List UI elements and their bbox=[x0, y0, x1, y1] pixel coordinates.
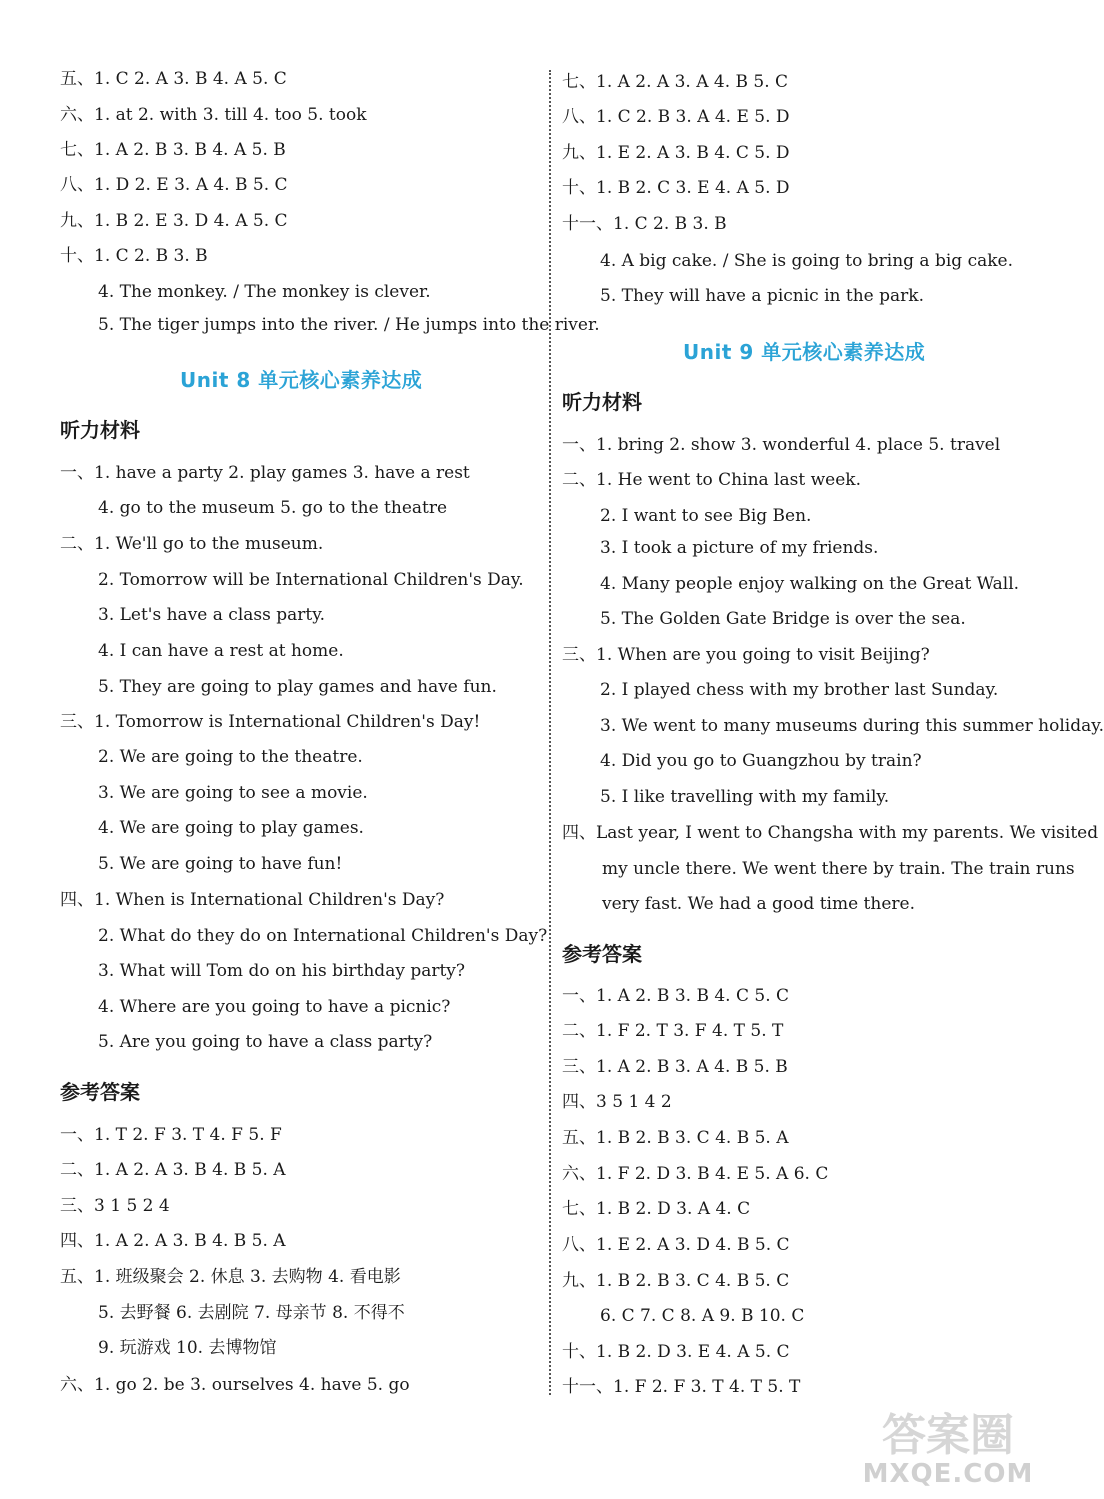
listening-line: 4. go to the museum 5. go to the theatre bbox=[98, 498, 448, 518]
listening-line: 5. Are you going to have a class party? bbox=[98, 1032, 433, 1052]
listening-line: 4. I can have a rest at home. bbox=[98, 641, 344, 661]
listening-line: 2. Tomorrow will be International Children's Day. bbox=[98, 570, 524, 590]
answer-line: 八、1. C 2. B 3. A 4. E 5. D bbox=[562, 107, 790, 127]
listening-line: 一、1. have a party 2. play games 3. have a rest bbox=[60, 463, 470, 483]
answer-line: 六、1. F 2. D 3. B 4. E 5. A 6. C bbox=[562, 1164, 829, 1184]
watermark-logo: 答案圈 bbox=[882, 1410, 1014, 1461]
watermark-site: MXQE.COM bbox=[862, 1459, 1034, 1489]
listening-line: 三、1. When are you going to visit Beijing? bbox=[562, 645, 930, 665]
listening-line: 二、1. We'll go to the museum. bbox=[60, 534, 324, 554]
listening-line: 4. Many people enjoy walking on the Great Wall. bbox=[600, 574, 1020, 594]
listening-line: 5. They are going to play games and have fun. bbox=[98, 677, 497, 697]
answer-line: 六、1. go 2. be 3. ourselves 4. have 5. go bbox=[60, 1375, 410, 1395]
site-watermark bbox=[858, 1399, 1038, 1489]
answer-line: 四、1. A 2. A 3. B 4. B 5. A bbox=[60, 1231, 286, 1251]
passage-line: 四、Last year, I went to Changsha with my parents. We visited bbox=[562, 823, 1099, 843]
listening-line: 三、1. Tomorrow is International Children's Day! bbox=[60, 712, 481, 732]
listening-line: 2. What do they do on International Children's Day? bbox=[98, 926, 548, 946]
listening-title: 听力材料 bbox=[60, 418, 140, 442]
answer-line: 十、1. C 2. B 3. B bbox=[60, 246, 208, 266]
answer-line: 4. A big cake. / She is going to bring a big cake. bbox=[600, 251, 1013, 271]
answer-line: 一、1. A 2. B 3. B 4. C 5. C bbox=[562, 986, 790, 1006]
listening-line: 4. Did you go to Guangzhou by train? bbox=[600, 751, 922, 771]
answer-line: 5. The tiger jumps into the river. / He jumps into the river. bbox=[98, 315, 600, 335]
listening-line: 5. We are going to have fun! bbox=[98, 854, 343, 874]
answer-line: 九、1. B 2. E 3. D 4. A 5. C bbox=[60, 211, 288, 231]
answer-line: 十、1. B 2. D 3. E 4. A 5. C bbox=[562, 1342, 790, 1362]
answer-line: 五、1. C 2. A 3. B 4. A 5. C bbox=[60, 69, 287, 89]
listening-line: 3. I took a picture of my friends. bbox=[600, 538, 879, 558]
answer-line: 4. The monkey. / The monkey is clever. bbox=[98, 282, 431, 302]
answer-line: 八、1. D 2. E 3. A 4. B 5. C bbox=[60, 175, 288, 195]
listening-line: 2. We are going to the theatre. bbox=[98, 747, 363, 767]
answer-line: 9. 玩游戏 10. 去博物馆 bbox=[98, 1338, 277, 1358]
listening-line: 四、1. When is International Children's Day? bbox=[60, 890, 445, 910]
answer-line: 五、1. 班级聚会 2. 休息 3. 去购物 4. 看电影 bbox=[60, 1267, 401, 1287]
listening-line: 5. I like travelling with my family. bbox=[600, 787, 890, 807]
answer-line: 二、1. F 2. T 3. F 4. T 5. T bbox=[562, 1021, 784, 1041]
answer-line: 七、1. A 2. B 3. B 4. A 5. B bbox=[60, 140, 286, 160]
passage-line: very fast. We had a good time there. bbox=[602, 894, 915, 914]
unit9-title: Unit 9 单元核心素养达成 bbox=[683, 340, 926, 364]
listening-line: 一、1. bring 2. show 3. wonderful 4. place 5. travel bbox=[562, 435, 1001, 455]
answer-line: 九、1. E 2. A 3. B 4. C 5. D bbox=[562, 143, 790, 163]
answer-line: 十一、1. C 2. B 3. B bbox=[562, 214, 727, 234]
answer-line: 四、3 5 1 4 2 bbox=[562, 1092, 672, 1112]
answer-line: 十、1. B 2. C 3. E 4. A 5. D bbox=[562, 178, 790, 198]
answer-line: 十一、1. F 2. F 3. T 4. T 5. T bbox=[562, 1377, 801, 1397]
listening-line: 5. The Golden Gate Bridge is over the sea. bbox=[600, 609, 966, 629]
answer-line: 三、1. A 2. B 3. A 4. B 5. B bbox=[562, 1057, 788, 1077]
listening-line: 2. I want to see Big Ben. bbox=[600, 506, 812, 526]
listening-line: 4. Where are you going to have a picnic? bbox=[98, 997, 451, 1017]
passage-line: my uncle there. We went there by train. The train runs bbox=[602, 859, 1075, 879]
answer-line: 三、3 1 5 2 4 bbox=[60, 1196, 170, 1216]
listening-line: 4. We are going to play games. bbox=[98, 818, 364, 838]
answer-line: 一、1. T 2. F 3. T 4. F 5. F bbox=[60, 1125, 282, 1145]
answer-line: 5. 去野餐 6. 去剧院 7. 母亲节 8. 不得不 bbox=[98, 1303, 405, 1323]
answers-title: 参考答案 bbox=[562, 942, 642, 966]
answer-line: 五、1. B 2. B 3. C 4. B 5. A bbox=[562, 1128, 789, 1148]
answer-line: 七、1. A 2. A 3. A 4. B 5. C bbox=[562, 72, 789, 92]
answer-line: 5. They will have a picnic in the park. bbox=[600, 286, 924, 306]
unit8-title: Unit 8 单元核心素养达成 bbox=[180, 368, 423, 392]
listening-line: 2. I played chess with my brother last Sunday. bbox=[600, 680, 999, 700]
column-divider bbox=[549, 70, 551, 1395]
answer-line: 六、1. at 2. with 3. till 4. too 5. took bbox=[60, 105, 367, 125]
listening-title: 听力材料 bbox=[562, 390, 642, 414]
listening-line: 3. We are going to see a movie. bbox=[98, 783, 368, 803]
listening-line: 3. What will Tom do on his birthday party? bbox=[98, 961, 466, 981]
listening-line: 3. We went to many museums during this summer holiday. bbox=[600, 716, 1104, 736]
answer-line: 6. C 7. C 8. A 9. B 10. C bbox=[600, 1306, 805, 1326]
answers-title: 参考答案 bbox=[60, 1080, 140, 1104]
answer-line: 二、1. A 2. A 3. B 4. B 5. A bbox=[60, 1160, 286, 1180]
answer-line: 七、1. B 2. D 3. A 4. C bbox=[562, 1199, 751, 1219]
listening-line: 二、1. He went to China last week. bbox=[562, 470, 861, 490]
listening-line: 3. Let's have a class party. bbox=[98, 605, 325, 625]
answer-line: 八、1. E 2. A 3. D 4. B 5. C bbox=[562, 1235, 790, 1255]
answer-line: 九、1. B 2. B 3. C 4. B 5. C bbox=[562, 1271, 790, 1291]
